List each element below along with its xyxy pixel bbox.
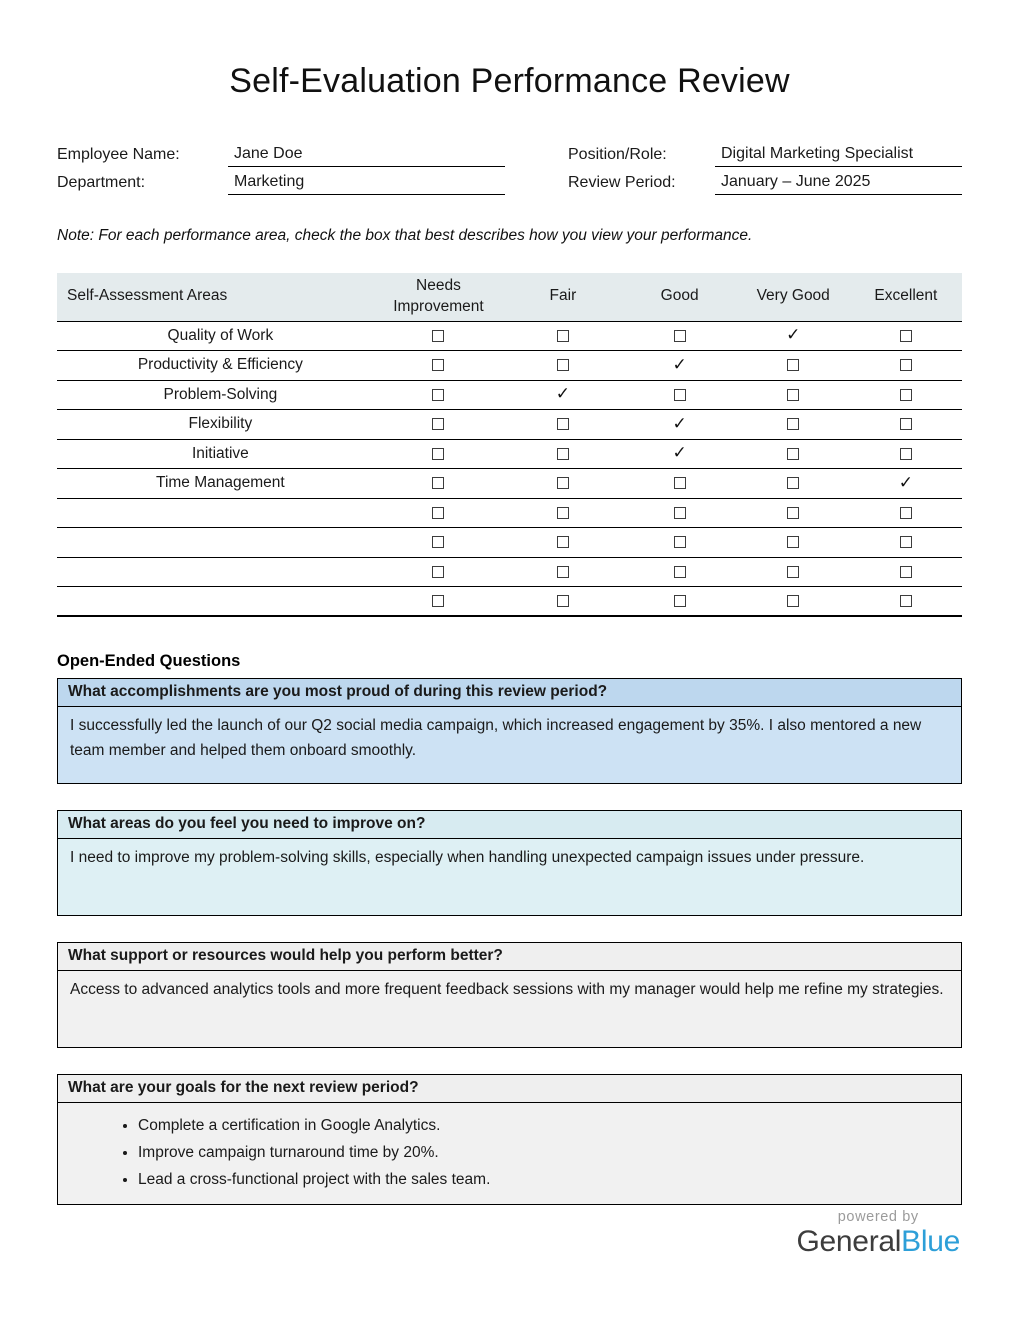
- checkbox-icon: [787, 536, 799, 548]
- checkbox-icon: [557, 477, 569, 489]
- checkbox-cell-excellent[interactable]: [850, 587, 962, 617]
- checkbox-icon: [674, 507, 686, 519]
- brand-general: General: [796, 1225, 902, 1258]
- question-block-accomplishments: [57, 678, 962, 784]
- checkbox-icon: [557, 359, 569, 371]
- question-block-support: [57, 942, 962, 1048]
- checkbox-cell-fair[interactable]: [503, 439, 622, 469]
- checkbox-cell-good[interactable]: [623, 410, 737, 440]
- checkbox-icon: [432, 389, 444, 401]
- checkbox-icon: [432, 595, 444, 607]
- header-very-good: Very Good: [737, 273, 850, 321]
- checkbox-icon: [432, 507, 444, 519]
- powered-by-text: powered by: [837, 1209, 919, 1225]
- checkbox-cell-good[interactable]: [623, 557, 737, 587]
- checkbox-cell-needs-improvement[interactable]: [374, 439, 503, 469]
- checkbox-cell-fair[interactable]: [503, 469, 622, 499]
- checkbox-cell-fair[interactable]: [503, 498, 622, 528]
- checkmark-icon: ✓: [555, 384, 570, 404]
- checkbox-cell-good[interactable]: [623, 380, 737, 410]
- checkbox-cell-needs-improvement[interactable]: [374, 469, 503, 499]
- table-row: [57, 439, 962, 469]
- page-title: Self-Evaluation Performance Review: [229, 62, 790, 100]
- checkbox-icon: [432, 418, 444, 430]
- assessment-area-label: Flexibility: [57, 410, 374, 440]
- header-good: Good: [623, 273, 737, 321]
- checkbox-cell-very-good[interactable]: [737, 321, 850, 351]
- checkbox-cell-excellent[interactable]: [850, 557, 962, 587]
- checkbox-cell-very-good[interactable]: [737, 498, 850, 528]
- table-row: [57, 380, 962, 410]
- checkmark-icon: ✓: [672, 354, 687, 374]
- question-goals: What are your goals for the next review period?: [58, 1075, 961, 1103]
- checkbox-cell-very-good[interactable]: [737, 439, 850, 469]
- self-assessment-table: [57, 273, 962, 617]
- checkbox-icon: [787, 507, 799, 519]
- checkbox-cell-excellent[interactable]: [850, 528, 962, 558]
- checkbox-cell-very-good[interactable]: [737, 587, 850, 617]
- checkbox-icon: [432, 448, 444, 460]
- checkbox-cell-good[interactable]: [623, 528, 737, 558]
- department-value[interactable]: Marketing: [228, 173, 505, 195]
- checkbox-icon: [674, 389, 686, 401]
- header-self-assessment-areas: Self-Assessment Areas: [57, 273, 374, 321]
- checkbox-icon: [432, 566, 444, 578]
- checkbox-icon: [557, 566, 569, 578]
- checkbox-icon: [557, 536, 569, 548]
- checkbox-cell-fair[interactable]: [503, 528, 622, 558]
- checkbox-icon: [900, 566, 912, 578]
- answer-goals[interactable]: [58, 1103, 961, 1204]
- employee-name-label: Employee Name:: [57, 146, 180, 163]
- checkbox-cell-fair[interactable]: [503, 321, 622, 351]
- field-employee-name: [57, 145, 505, 167]
- header-needs-improvement: Needs Improvement: [374, 273, 503, 321]
- checkbox-icon: [900, 595, 912, 607]
- table-row: [57, 587, 962, 617]
- checkbox-cell-excellent[interactable]: [850, 351, 962, 381]
- open-ended-heading: Open-Ended Questions: [57, 652, 241, 670]
- checkbox-cell-needs-improvement[interactable]: [374, 410, 503, 440]
- assessment-area-label: Time Management: [57, 469, 374, 499]
- header-excellent: Excellent: [850, 273, 962, 321]
- checkbox-cell-needs-improvement[interactable]: [374, 351, 503, 381]
- assessment-table-body: [57, 321, 962, 616]
- position-role-label: Position/Role:: [568, 146, 667, 163]
- answer-support[interactable]: Access to advanced analytics tools and more frequent feedback sessions with my manager would help me refine my strategies.: [58, 971, 961, 1047]
- checkbox-cell-very-good[interactable]: [737, 380, 850, 410]
- checkbox-cell-good[interactable]: [623, 351, 737, 381]
- checkbox-cell-very-good[interactable]: [737, 528, 850, 558]
- checkbox-icon: [900, 448, 912, 460]
- checkbox-cell-very-good[interactable]: [737, 351, 850, 381]
- table-row: [57, 498, 962, 528]
- checkmark-icon: ✓: [672, 443, 687, 463]
- checkmark-icon: ✓: [672, 413, 687, 433]
- general-blue-logo: [797, 1209, 963, 1260]
- assessment-area-label: [57, 528, 374, 558]
- checkbox-icon: [432, 477, 444, 489]
- checkbox-icon: [787, 566, 799, 578]
- goals-bullet-list: [70, 1109, 949, 1193]
- question-block-goals: [57, 1074, 962, 1205]
- assessment-area-label: Quality of Work: [57, 321, 374, 351]
- checkbox-icon: [432, 359, 444, 371]
- checkbox-icon: [900, 330, 912, 342]
- checkbox-icon: [787, 448, 799, 460]
- checkbox-cell-good[interactable]: [623, 587, 737, 617]
- checkbox-icon: [432, 330, 444, 342]
- checkbox-cell-needs-improvement[interactable]: [374, 321, 503, 351]
- answer-accomplishments[interactable]: I successfully led the launch of our Q2 social media campaign, which increased engagement by 35%. I also mentored a new team member and helped them onboard smoothly.: [58, 707, 961, 783]
- question-improve: What areas do you feel you need to improve on?: [58, 811, 961, 839]
- assessment-area-label: [57, 498, 374, 528]
- answer-improve[interactable]: I need to improve my problem-solving skills, especially when handling unexpected campaign issues under pressure.: [58, 839, 961, 915]
- checkbox-cell-needs-improvement[interactable]: [374, 557, 503, 587]
- checkbox-cell-excellent[interactable]: [850, 380, 962, 410]
- checkbox-icon: [432, 536, 444, 548]
- field-department: [57, 173, 505, 195]
- brand-wordmark: [797, 1225, 961, 1260]
- table-row: [57, 528, 962, 558]
- checkbox-icon: [674, 477, 686, 489]
- checkbox-icon: [557, 330, 569, 342]
- checkbox-cell-very-good[interactable]: [737, 557, 850, 587]
- header-fair: Fair: [503, 273, 622, 321]
- checkbox-icon: [557, 418, 569, 430]
- info-row-1: [57, 139, 962, 167]
- department-label: Department:: [57, 174, 146, 191]
- checkbox-icon: [900, 418, 912, 430]
- checkbox-cell-needs-improvement[interactable]: [374, 498, 503, 528]
- brand-blue: Blue: [901, 1225, 960, 1258]
- checkmark-icon: ✓: [786, 325, 801, 345]
- review-period-value[interactable]: January – June 2025: [715, 173, 962, 195]
- checkbox-cell-very-good[interactable]: [737, 410, 850, 440]
- table-header-row: [57, 273, 962, 321]
- position-role-value[interactable]: Digital Marketing Specialist: [715, 145, 962, 167]
- assessment-area-label: Problem-Solving: [57, 380, 374, 410]
- checkbox-icon: [674, 330, 686, 342]
- field-review-period: [568, 173, 962, 195]
- table-row: [57, 410, 962, 440]
- checkbox-icon: [787, 595, 799, 607]
- checkbox-cell-excellent[interactable]: [850, 439, 962, 469]
- checkbox-cell-good[interactable]: [623, 439, 737, 469]
- table-row: [57, 321, 962, 351]
- checkbox-cell-fair[interactable]: [503, 557, 622, 587]
- checkbox-cell-fair[interactable]: [503, 380, 622, 410]
- checkbox-icon: [900, 359, 912, 371]
- assessment-area-label: Productivity & Efficiency: [57, 351, 374, 381]
- assessment-area-label: Initiative: [57, 439, 374, 469]
- table-row: [57, 351, 962, 381]
- checkbox-icon: [900, 507, 912, 519]
- checkbox-icon: [557, 507, 569, 519]
- goal-bullet-item: • Complete a certification in Google Analytics.: [138, 1113, 949, 1139]
- checkbox-cell-excellent[interactable]: [850, 321, 962, 351]
- checkbox-icon: [787, 359, 799, 371]
- table-row: [57, 557, 962, 587]
- checkbox-icon: [900, 389, 912, 401]
- employee-info-section: [57, 139, 962, 195]
- checkbox-cell-very-good[interactable]: [737, 469, 850, 499]
- checkbox-cell-good[interactable]: [623, 321, 737, 351]
- checkbox-icon: [787, 477, 799, 489]
- info-row-2: [57, 167, 962, 195]
- review-period-label: Review Period:: [568, 174, 676, 191]
- checkbox-icon: [787, 389, 799, 401]
- field-position-role: [568, 145, 962, 167]
- checkbox-cell-excellent[interactable]: [850, 410, 962, 440]
- assessment-area-label: [57, 587, 374, 617]
- checkbox-cell-fair[interactable]: [503, 351, 622, 381]
- checkbox-cell-good[interactable]: [623, 469, 737, 499]
- checkbox-cell-good[interactable]: [623, 498, 737, 528]
- instruction-note: Note: For each performance area, check the box that best describes how you view your performance.: [57, 227, 753, 244]
- checkbox-cell-excellent[interactable]: [850, 498, 962, 528]
- checkbox-icon: [557, 448, 569, 460]
- question-support: What support or resources would help you perform better?: [58, 943, 961, 971]
- checkbox-icon: [674, 566, 686, 578]
- footer: [57, 1209, 962, 1260]
- goal-bullet-item: • Lead a cross-functional project with the sales team.: [138, 1167, 949, 1193]
- checkbox-cell-needs-improvement[interactable]: [374, 380, 503, 410]
- checkbox-cell-fair[interactable]: [503, 587, 622, 617]
- checkbox-cell-needs-improvement[interactable]: [374, 528, 503, 558]
- checkbox-icon: [674, 536, 686, 548]
- question-accomplishments: What accomplishments are you most proud of during this review period?: [58, 679, 961, 707]
- question-block-improve: [57, 810, 962, 916]
- checkbox-cell-needs-improvement[interactable]: [374, 587, 503, 617]
- checkbox-cell-fair[interactable]: [503, 410, 622, 440]
- checkbox-icon: [787, 418, 799, 430]
- checkbox-cell-excellent[interactable]: [850, 469, 962, 499]
- checkbox-icon: [557, 595, 569, 607]
- checkbox-icon: [900, 536, 912, 548]
- goal-bullet-item: • Improve campaign turnaround time by 20%.: [138, 1140, 949, 1166]
- employee-name-value[interactable]: Jane Doe: [228, 145, 505, 167]
- table-row: [57, 469, 962, 499]
- checkbox-icon: [674, 595, 686, 607]
- assessment-area-label: [57, 557, 374, 587]
- checkmark-icon: ✓: [898, 472, 913, 492]
